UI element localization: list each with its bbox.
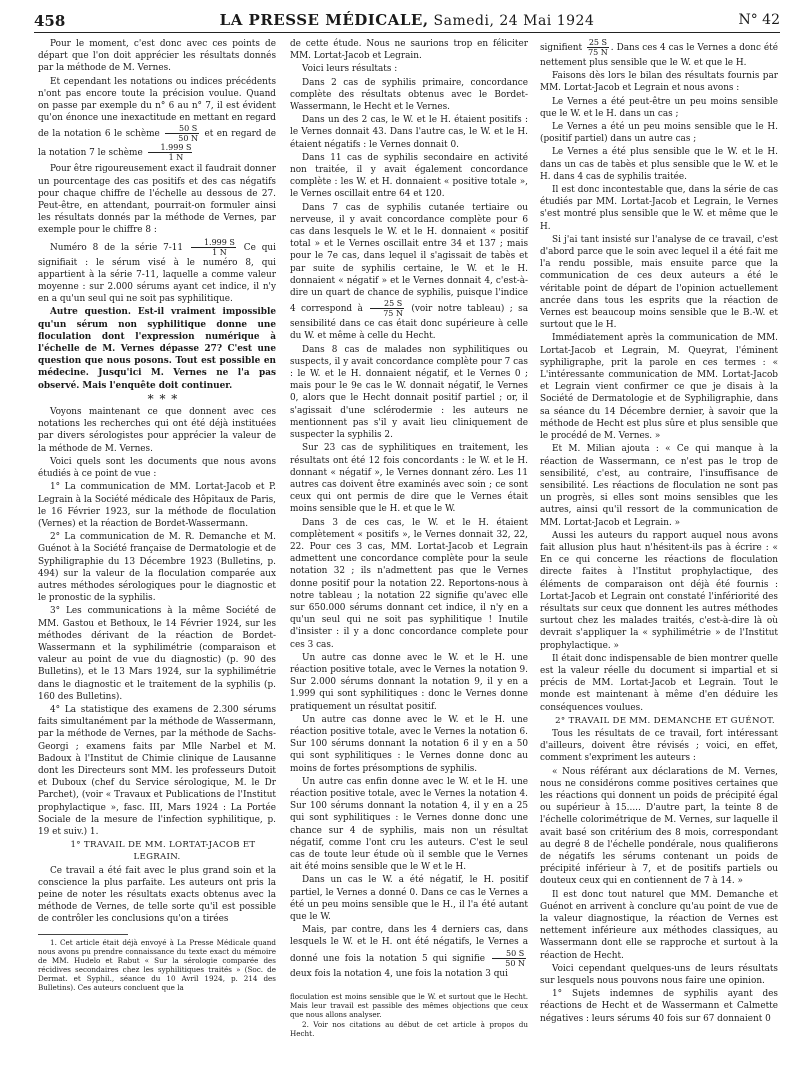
footnote: 2. Voir nos citations au début de cet article à propos du Hecht. — [290, 1019, 528, 1038]
paragraph: Numéro 8 de la série 7-11 $\frac{1.999 S}{1 N}$ Ce qui signifiait : le sérum visé à le numéro 8, qui appartient à la série 7-11, laquelle a comme valeur moyenne : sur 2.000 sérums ayant cet indice, il n'y en a qu'un seul qui ne soit pas syphilitique. — [38, 237, 276, 305]
paragraph: Tous les résultats de ce travail, fort intéressant d'ailleurs, doivent être révisés ; voici, en effet, comment s'expriment les auteurs : — [540, 728, 778, 764]
masthead — [34, 11, 780, 29]
issue-date: Samedi, 24 Mai 1924 — [433, 13, 595, 29]
paragraph: Le Vernes a été un peu moins sensible que le H. (positif partiel) dans un autre cas ; — [540, 122, 778, 145]
paragraph: Si j'ai tant insisté sur l'analyse de ce travail, c'est d'abord parce que le soin avec lequel il a été fait me l'a rendu possible, mais ensuite parce que la communication de ces deux auteurs a été le véritable point de départ de l'opinion actuellement ancrée dans tous les esprits que la réaction de Vernes est beaucoup moins sensible que le B.-W. et surtout que le H. — [540, 234, 778, 331]
footnote-rule — [38, 934, 128, 935]
fraction: $\frac{1.999 S}{1 N}$ — [191, 238, 236, 257]
fraction: $\frac{25 S}{75 N}$ — [370, 299, 404, 318]
paragraph: Autre question. Est-il vraiment impossible qu'un sérum non syphilitique donne une floculation dont l'expression numérique à l'échelle de M. Vernes dépasse 27? C'est une question que nous posons. Tout est possible en médecine. Jusqu'ici M. Vernes ne l'a pas observé. Mais l'enquête doit continuer. — [38, 307, 276, 391]
issue-number: N° 42 — [738, 12, 780, 28]
paragraph: Sur 23 cas de syphilitiques en traitement, les résultats ont été 12 fois concordants : le W. et le H. donnant « négatif », le Vernes donnant zéro. Les 11 autres cas doivent être examinés avec soin ; ce sont ceux qui ont permis de dire que le Vernes était moins sensible que le H. et que le W. — [290, 443, 528, 515]
paragraph: Dans 11 cas de syphilis secondaire en activité non traitée, il y avait également concordance complète : les W. et H. donnaient « positive totale », le Vernes oscillait entre 64 et 120. — [290, 152, 528, 200]
paragraph: Dans 7 cas de syphilis cutanée tertiaire ou nerveuse, il y avait concordance complète pour 6 cas dans lesquels le W. et le H. donnaient « positif total » et le Vernes oscillait entre 34 et 137 ; mais pour le 7e cas, dans lequel il s'agissait de tabès et par suite de syphilis certaine, le W. et le H. donnaient « négatif » et le Vernes donnait 4, c'est-à-dire un quart de chance de syphilis, puisque l'indice 4 correspond à $\frac{25 S}{75 N}$ (voir notre tableau) ; sa sensibilité dans ce cas était donc supérieure à celle du W. et même à celle du Hecht. — [290, 202, 528, 342]
column-2 — [290, 38, 528, 1039]
paragraph: de cette étude. Nous ne saurions trop en féliciter MM. Lortat-Jacob et Legrain. — [290, 39, 528, 62]
paragraph: Il est donc tout naturel que MM. Demanche et Guénot en arrivent à conclure qu'au point de vue de la valeur diagnostique, la réaction de Vernes est nettement inférieure aux méthodes classiques, au Wassermann dont elle se rapproche et surtout à la réaction de Hecht. — [540, 889, 778, 961]
footnote: 1. Cet article était déjà envoyé à La Presse Médicale quand nous avons pu prendre connaissance du texte exact du mémoire de MM. Hudelo et Rabut « Sur la sérologie comparée des récidives secondaires chez les syphilitiques traités » (Soc. de Dermat. et Syphil., séance du 10 Avril 1924, p. 214 des Bulletins). Ces auteurs concluent que la — [38, 937, 276, 992]
paragraph: Dans un des 2 cas, le W. et le H. étaient positifs : le Vernes donnait 43. Dans l'autre cas, le W. et le H. étaient négatifs : le Vernes donnait 0. — [290, 115, 528, 150]
paragraph: Voici cependant quelques-uns de leurs résultats sur lesquels nous pouvons nous faire une opinion. — [540, 963, 778, 987]
paragraph: Aussi les auteurs du rapport auquel nous avons fait allusion plus haut n'hésitent-ils pas à écrire : « En ce qui concerne les réactions de floculation directe faites à l'Institut prophylactique, des éléments de comparaison ont déjà été fournis : Lortat-Jacob et Legrain ont constaté l'infériorité des résultats sur ceux que donnent les autres méthodes surtout chez les malades traités, c'est-à-dire là où devrait s'appliquer la « syphilimétrie » de l'Institut prophylactique. » — [540, 530, 778, 651]
page-number: 458 — [34, 12, 66, 30]
paragraph: Le Vernes a été plus sensible que le W. et le H. dans un cas de tabès et plus sensible que le W. et le H. dans 4 cas de syphilis traitée. — [540, 147, 778, 182]
column-3 — [540, 38, 778, 1026]
paragraph: Un autre cas enfin donne avec le W. et le H. une réaction positive totale, avec le Vernes la notation 4. Sur 100 sérums donnant la notation 4, il y en a 25 qui sont syphilitiques : le Vernes donne donc une chance sur 4 de syphilis, mais non un résultat négatif, comme l'ont cru les auteurs. C'est le seul cas de toute leur étude où il semble que le Vernes ait été moins sensible que le W et le H. — [290, 776, 528, 873]
list-item: 2° La communication de M. R. Demanche et M. Guénot à la Société française de Dermatologie et de Syphiligraphie du 13 Décembre 1923 (Bulletins, p. 494) sur la valeur de la floculation comparée aux autres méthodes sérologiques pour le diagnostic et le pronostic de la syphilis. — [38, 532, 276, 604]
paragraph: Pour être rigoureusement exact il faudrait donner un pourcentage des cas positifs et des cas négatifs pour chaque chiffre de l'échelle au dessous de 27. Peut-être, en attendant, pourrait-on formuler ainsi les résultats donnés par la méthode de Vernes, par exemple pour le chiffre 8 : — [38, 164, 276, 236]
fraction: $\frac{50 S}{50 N}$ — [165, 124, 199, 143]
paragraph: Dans un cas le W. a été négatif, le H. positif partiel, le Vernes a donné 0. Dans ce cas le Vernes a été un peu moins sensible que le H., il l'a été autant que le W. — [290, 875, 528, 923]
paragraph: Un autre cas donne avec le W. et le H. une réaction positive totale, avec le Vernes la notation 9. Sur 2.000 sérums donnant la notation 9, il y en a 1.999 qui sont syphilitiques : donc le Vernes donne pratiquement un résultat positif. — [290, 652, 528, 712]
footnote: floculation est moins sensible que le W. et surtout que le Hecht. Mais leur travail est passible des mêmes objections que ceux que nous allons analyser. — [290, 991, 528, 1019]
paragraph: Voyons maintenant ce que donnent avec ces notations les recherches qui ont été déjà instituées par divers sérologistes pour apprécier la valeur de la méthode de M. Vernes. — [38, 407, 276, 454]
paragraph: Faisons dès lors le bilan des résultats fournis par MM. Lortat-Jacob et Legrain et nous avons : — [540, 71, 778, 94]
paragraph: Pour le moment, c'est donc avec ces points de départ que l'on doit apprécier les résultats donnés par la méthode de M. Vernes. — [38, 39, 276, 74]
fraction: $\frac{1.999 S}{1 N}$ — [148, 143, 193, 162]
paragraph: Voici quels sont les documents que nous avons étudiés à ce point de vue : — [38, 456, 276, 480]
paragraph: Le Vernes a été peut-être un peu moins sensible que le W. et le H. dans un cas ; — [540, 96, 778, 119]
paragraph: Dans 8 cas de malades non syphilitiques ou suspects, il y avait concordance complète pour 7 cas : le W. et le H. donnaient négatif, et le Vernes 0 ; mais pour le 9e cas le W. donnait négatif, le Vernes 0, alors que le Hecht donnait positif partiel ; or, il s'agissait d'une sclérodermie : les auteurs ne mentionnent pas s'il y avait lieu cliniquement de suspecter la syphilis 2. — [290, 344, 528, 441]
page-header — [34, 10, 780, 33]
fraction: $\frac{25 S}{75 N}$ — [588, 38, 608, 57]
paragraph: Dans 2 cas de syphilis primaire, concordance complète des résultats obtenus avec le Bordet-Wassermann, le Hecht et le Vernes. — [290, 77, 528, 113]
paragraph: signifient $\frac{25 S}{75 N}$ . Dans ces 4 cas le Vernes a donc été nettement plus sensible que le W. et que le H. — [540, 38, 778, 68]
paragraph: Il est donc incontestable que, dans la série de cas étudiés par MM. Lortat-Jacob et Legrain, le Vernes s'est montré plus sensible que le W. et même que le H. — [540, 185, 778, 232]
paragraph: Un autre cas donne avec le W. et le H. une réaction positive totale, avec le Vernes la notation 6. Sur 100 sérums donnant la notation 6 il y en a 50 qui sont syphilitiques : le Vernes donne donc au moins de fortes présomptions de syphilis. — [290, 714, 528, 774]
section-heading: 2° TRAVAIL DE MM. DEMANCHE ET GUÉNOT. — [555, 715, 775, 726]
section-heading: 1° TRAVAIL DE MM. LORTAT-JACOB ET LEGRAIN. — [70, 840, 256, 863]
list-item: 4° La statistique des examens de 2.300 sérums faits simultanément par la méthode de Wassermann, par la méthode de Vernes, par la méthode de Sachs-Georgi ; examens faits par Mlle Narbel et M. Badoux à l'Institut de Chimie clinique de Lausanne dont les Directeurs sont MM. les professeurs Dutoit et Duboux (chef du Service sérologique, M. le Dr Parchet), (voir « Travaux et Publications de l'Institut prophylactique », fasc. III, Mars 1924 : La Portée Sociale de la mesure de l'infection syphilitique, p. 19 et suiv.) 1. — [38, 704, 276, 837]
paragraph: Dans 3 de ces cas, le W. et le H. étaient complètement « positifs », le Vernes donnait 32, 22, 22. Pour ces 3 cas, MM. Lortat-Jacob et Legrain admettent une concordance complète pour la seule notation 32 ; ils n'admettent pas que le Vernes donne positif pour la notation 22. Reportons-nous à notre tableau ; la notation 22 signifie qu'avec elle sur 650.000 sérums donnant cet indice, il n'y en a qu'un seul qui ne soit pas syphilitique ! Inutile d'insister : il y a donc concordance complete pour ces 3 cas. — [290, 517, 528, 650]
list-item: 1° La communication de MM. Lortat-Jacob et P. Legrain à la Société médicale des Hôpitaux de Paris, le 16 Février 1923, sur la méthode de floculation (Vernes) et la réaction de Bordet-Wassermann. — [38, 482, 276, 529]
column-1 — [38, 38, 276, 993]
paragraph: Et M. Milian ajouta : « Ce qui manque à la réaction de Wassermann, ce n'est pas le trop de sensibilité, c'est, au contraire, l'insuffisance de sensibilité. Les réactions de floculation ne sont pas un progrès, si elles sont moins sensibles que les autres, ainsi qu'il ressort de la communication de MM. Lortat-Jacob et Legrain. » — [540, 444, 778, 528]
paragraph: Il était donc indispensable de bien montrer quelle est la valeur réelle du document si impartial et si précis de MM. Lortat-Jacob et Legrain. Tout le monde est maintenant à même d'en déduire les conséquences voulues. — [540, 653, 778, 713]
paragraph: « Nous référant aux déclarations de M. Vernes, nous ne considérons comme positives certaines que les réactions qui donnent un poids de précipité égal ou supérieur à 15..... D'autre part, la teinte 8 de l'échelle colorimétrique de M. Vernes, sur laquelle il avait basé son critérium des 8 mois, correspondant au degré 8 de l'échelle pondérale, nous qualifierons de négatifs les sérums contenant un poids de précipité inférieur à 7, et de positifs partiels ou douteux ceux qui en contiennent de 7 à 14. » — [540, 766, 778, 887]
section-stars: * * * — [147, 391, 179, 406]
paragraph: Ce travail a été fait avec le plus grand soin et la conscience la plus parfaite. Les auteurs ont pris la peine de noter les résultats exacts obtenus avec la méthode de Vernes, de telle sorte qu'il est possible de contrôler les conclusions qu'on a tirées — [38, 865, 276, 925]
paragraph: Immédiatement après la communication de MM. Lortat-Jacob et Legrain, M. Queyrat, l'éminent syphiligraphe, prit la parole en ces termes : « L'intéressante communication de MM. Lortat-Jacob et Legrain vient confirmer ce que je disais à la Société de Dermatologie et de Syphiligraphie, dans sa séance du 14 Décembre dernier, à savoir que la méthode de Hecht est plus sûre et plus sensible que le procédé de M. Vernes. » — [540, 333, 778, 442]
paragraph: Voici leurs résultats : — [302, 64, 398, 75]
paragraph: Et cependant les notations ou indices précédents n'ont pas encore toute la précision voulue. Quand on passe par exemple du n° 6 au n° 7, il est évident qu'on énonce une inexactitude en mettant en regard de la notation 6 le schème $\frac{50 S}{50 N}$ et en regard de la notation 7 le schème $\frac{1.999 S}{1 N}$ — [38, 76, 277, 163]
paragraph: 1° Sujets indemnes de syphilis ayant des réactions de Hecht et de Wassermann et Calmette négatives : leurs sérums 40 fois sur 67 donnaient 0 — [540, 989, 778, 1024]
fraction: $\frac{50 S}{50 N}$ — [492, 949, 526, 968]
journal-title: LA PRESSE MÉDICALE, — [219, 11, 429, 29]
paragraph: Mais, par contre, dans les 4 derniers cas, dans lesquels le W. et le H. ont été négatifs, le Vernes a donné une fois la notation 5 qui signifie $\frac{50 S}{50 N}$ deux fois la notation 4, une fois la notation 3 qui — [290, 925, 528, 979]
list-item: 3° Les communications à la même Société de MM. Gastou et Bethoux, le 14 Février 1924, sur les méthodes dérivant de la réaction de Bordet-Wassermann et la syphilimétrie (comparaison et valeur au point de vue du diagnostic) (p. 90 des Bulletins), et le 13 Mars 1924, sur la syphilimétrie dans le diagnostic et le traitement de la syphilis (p. 160 des Bulletins). — [38, 606, 276, 702]
